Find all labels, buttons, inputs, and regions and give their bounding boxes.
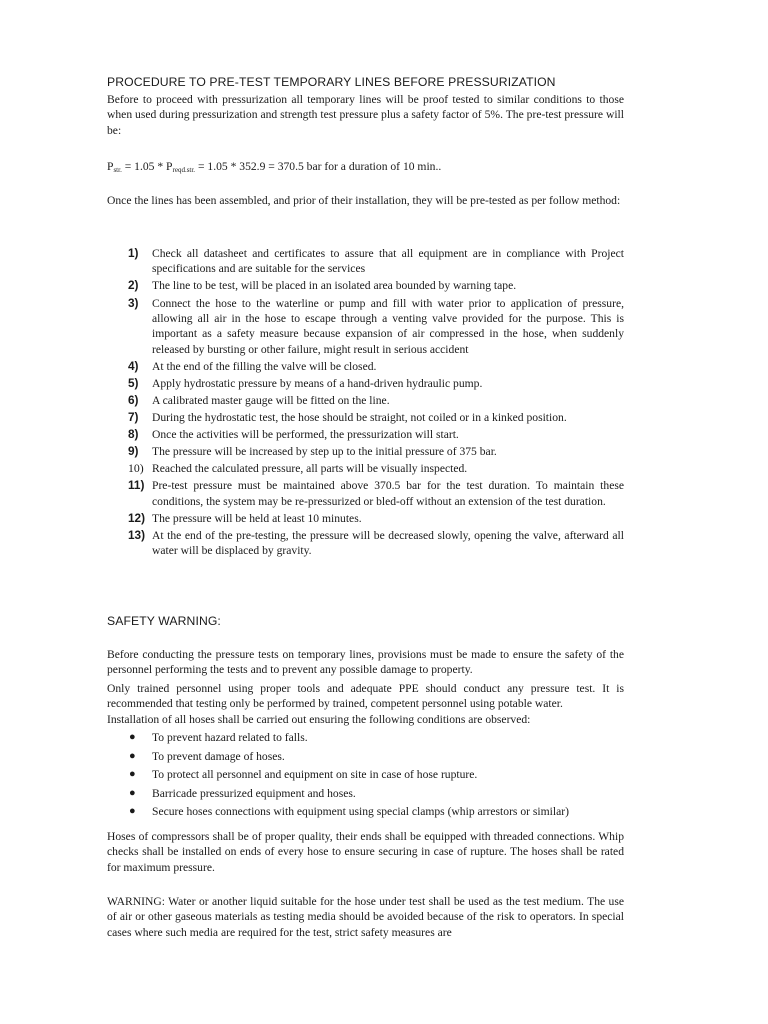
list-item	[128, 730, 624, 745]
procedure-step	[128, 427, 624, 442]
bullet-icon: ●	[129, 749, 136, 762]
step-number: 2)	[128, 278, 139, 293]
procedure-step	[128, 444, 624, 459]
step-text: A calibrated master gauge will be fitted on the line.	[152, 393, 390, 407]
assembly-paragraph: Once the lines has been assembled, and prior of their installation, they will be pre-tested as per follow method:	[107, 194, 621, 207]
list-item	[128, 749, 624, 764]
step-number: 7)	[128, 409, 139, 424]
formula-factor: = 1.05 * P	[121, 160, 173, 173]
safety-paragraph-3: Installation of all hoses shall be carried out ensuring the following conditions are observed:	[107, 713, 531, 726]
step-number: 13)	[128, 527, 146, 542]
step-text: At the end of the filling the valve will be closed.	[152, 359, 377, 373]
formula-p-symbol: P	[107, 160, 114, 173]
step-text: The pressure will be increased by step up to the initial pressure of 375 bar.	[152, 445, 497, 458]
step-number: 3)	[128, 295, 139, 310]
bullet-icon: ●	[129, 805, 136, 818]
step-number: 10)	[128, 461, 144, 476]
procedure-step	[128, 393, 624, 408]
formula-subscript-reqd: reqd.str.	[172, 166, 196, 174]
procedure-step	[128, 296, 624, 358]
step-number: 5)	[128, 375, 139, 390]
bullet-icon: ●	[129, 786, 136, 799]
step-number: 8)	[128, 426, 139, 441]
step-number: 12)	[128, 510, 146, 525]
procedure-step	[128, 376, 624, 391]
safety-paragraph-2: Only trained personnel using proper tools and adequate PPE should conduct any pressure test. It is recommended that testing only be performed by trained, competent personnel using potable water.	[107, 682, 624, 711]
step-text: At the end of the pre-testing, the pressure will be decreased slowly, opening the valve, afterward all water will be displaced by gravity.	[152, 528, 624, 557]
step-text: During the hydrostatic test, the hose should be straight, not coiled or in a kinked position.	[152, 410, 567, 424]
step-number: 9)	[128, 444, 139, 458]
procedure-step	[128, 246, 624, 277]
bullet-icon: ●	[129, 768, 136, 781]
bullet-text: To prevent hazard related to falls.	[152, 731, 308, 744]
bullet-text: Secure hoses connections with equipment using special clamps (whip arrestors or similar)	[152, 805, 569, 819]
bullet-text: To protect all personnel and equipment on site in case of hose rupture.	[152, 768, 478, 782]
safety-conditions-list	[128, 730, 624, 823]
step-number: 4)	[128, 358, 139, 373]
step-number: 6)	[128, 392, 139, 407]
step-number: 11)	[128, 478, 145, 493]
list-item	[128, 767, 624, 782]
list-item	[128, 804, 624, 819]
procedure-step	[128, 511, 624, 526]
warning-paragraph: WARNING: Water or another liquid suitable for the hose under test shall be used as the test medium. The use of air or other gaseous materials as testing media should be avoided because of the risk to operators. In special cases where such media are required for the test, strict safety measures are	[107, 895, 624, 939]
step-text: Reached the calculated pressure, all parts will be visually inspected.	[152, 462, 468, 476]
safety-paragraph-1: Before conducting the pressure tests on temporary lines, provisions must be made to ensure the safety of the personnel performing the tests and to prevent any possible damage to property.	[107, 648, 624, 677]
safety-warning-heading: SAFETY WARNING:	[107, 614, 221, 628]
step-text: Connect the hose to the waterline or pump and fill with water prior to application of pressure, allowing all air in the hose to escape through a venting valve provided for the purpose. This is important as a safety measure because expansion of air compressed in the hose, when suddenly released by bursting or other failure, might result in serious accident	[152, 296, 624, 356]
step-text: Once the activities will be performed, the pressurization will start.	[152, 427, 459, 441]
pressure-formula	[107, 159, 624, 174]
intro-paragraph: Before to proceed with pressurization all temporary lines will be proof tested to similar conditions to those when used during pressurization and strength test pressure plus a safety factor of 5%. The pre-test pressure will be:	[107, 93, 624, 137]
step-text: The pressure will be held at least 10 minutes.	[152, 511, 362, 525]
hoses-paragraph: Hoses of compressors shall be of proper quality, their ends shall be equipped with threaded connections. Whip checks shall be installed on ends of every hose to ensure securing in case of rupture. The hoses shall be rated for maximum pressure.	[107, 830, 624, 874]
step-text: The line to be test, will be placed in an isolated area bounded by warning tape.	[152, 279, 517, 293]
formula-subscript-str: str.	[113, 166, 122, 174]
procedure-step	[128, 461, 624, 476]
procedure-steps-list	[128, 246, 624, 560]
bullet-icon: ●	[129, 731, 136, 743]
step-text: Pre-test pressure must be maintained above 370.5 bar for the test duration. To maintain these conditions, the system may be re-pressurized or bled-off without an extension of the test duration.	[152, 479, 624, 508]
bullet-text: Barricade pressurized equipment and hoses.	[152, 786, 356, 800]
step-number: 1)	[128, 246, 139, 260]
step-text: Apply hydrostatic pressure by means of a hand-driven hydraulic pump.	[152, 376, 483, 390]
procedure-step	[128, 410, 624, 425]
step-text: Check all datasheet and certificates to assure that all equipment are in compliance with Project specifications and are suitable for the services	[152, 247, 624, 276]
procedure-step	[128, 278, 624, 293]
document-heading: PROCEDURE TO PRE-TEST TEMPORARY LINES BEFORE PRESSURIZATION	[107, 75, 556, 89]
bullet-text: To prevent damage of hoses.	[152, 749, 285, 763]
procedure-step	[128, 478, 624, 509]
list-item	[128, 786, 624, 801]
procedure-step	[128, 528, 624, 559]
formula-result: = 1.05 * 352.9 = 370.5 bar for a duration of 10 min..	[195, 160, 442, 173]
procedure-step	[128, 359, 624, 374]
